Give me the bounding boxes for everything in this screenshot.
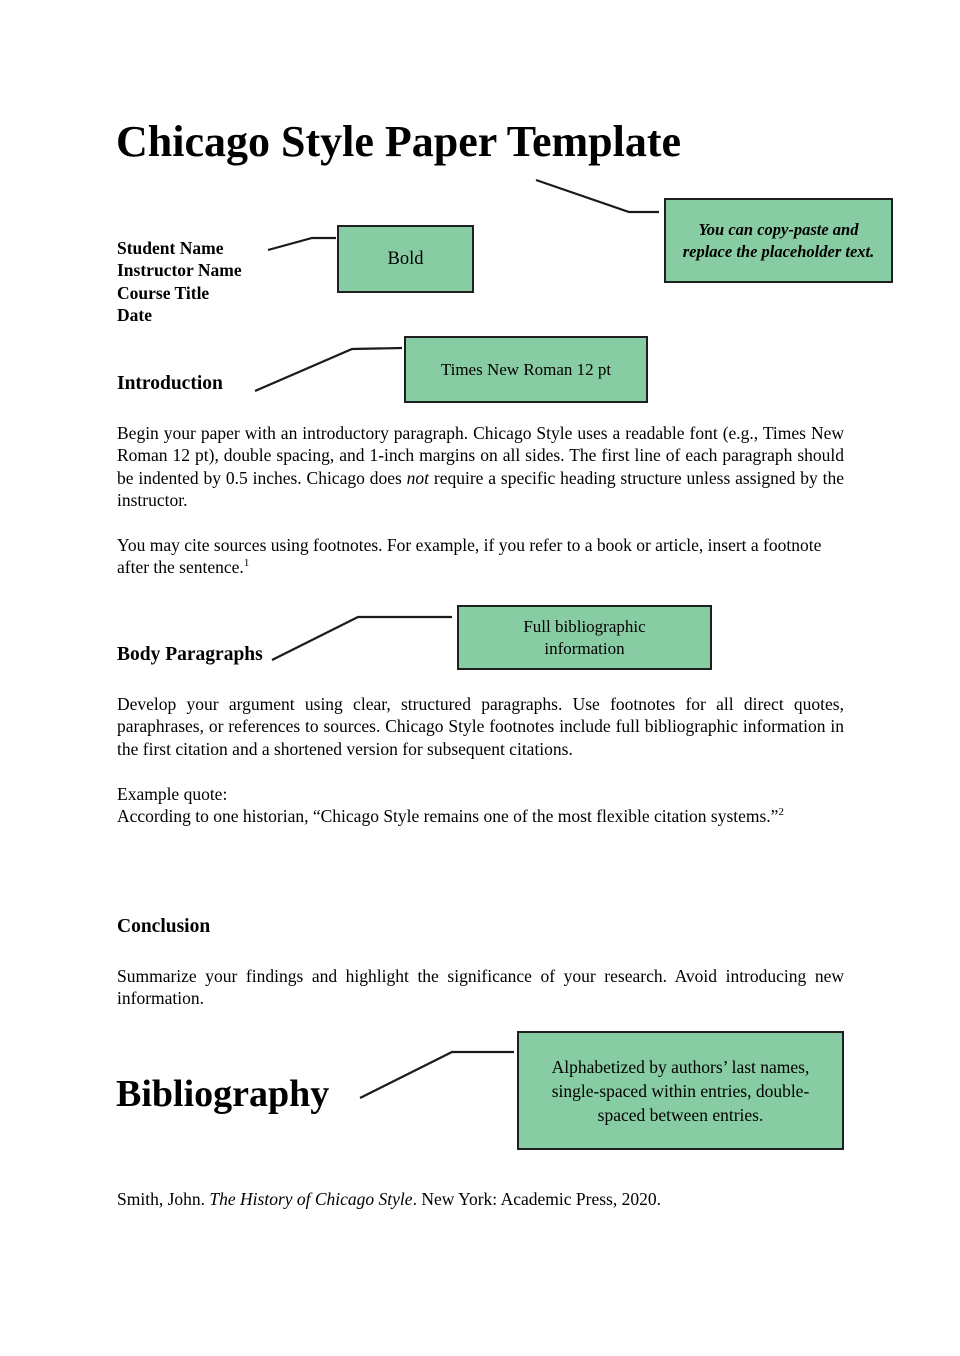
intro-paragraph-2 [117, 534, 844, 579]
example-quote-block [117, 783, 844, 828]
conclusion-paragraph: Summarize your findings and highlight the significance of your research. Avoid introducing new information. [117, 966, 844, 1009]
callout-copy-paste-text: You can copy-paste and replace the placeholder text. [682, 220, 875, 261]
heading-conclusion: Conclusion [117, 916, 211, 937]
body-paragraph-1: Develop your argument using clear, structured paragraphs. Use footnotes for all direct quotes, paraphrases, or references to sources. Chicago Style footnotes include full bibliographic information in the first citation and a shortened version for subsequent citations. [117, 694, 844, 759]
bibliography-entry-publisher: . New York: Academic Press, 2020. [412, 1189, 661, 1209]
callout-bibliographic-text: Full bibliographic information [523, 617, 646, 658]
page-title: Chicago Style Paper Template [116, 117, 682, 166]
example-quote-text-body: According to one historian, “Chicago Style remains one of the most flexible citation systems.” [117, 806, 779, 827]
callout-alphabetized [517, 1031, 844, 1150]
bibliography-entry [117, 1188, 897, 1210]
student-name-line: Student Name [117, 238, 224, 258]
connector-introduction-to-font [255, 348, 402, 391]
callout-bold [337, 225, 474, 293]
instructor-name-line: Instructor Name [117, 260, 242, 281]
heading-body-paragraphs: Body Paragraphs [117, 644, 263, 665]
intro-paragraph-1-italic: not [406, 467, 430, 488]
example-quote-text [117, 805, 802, 827]
callout-alphabetized-text: Alphabetized by authors’ last names, single-spaced within entries, double-spaced between entries. [551, 1056, 810, 1125]
callout-bold-label: Bold [387, 248, 424, 269]
date-line: Date [117, 305, 152, 326]
bibliography-entry-title: The History of Chicago Style [209, 1189, 413, 1209]
heading-bibliography: Bibliography [116, 1073, 330, 1115]
intro-paragraph-1-text-end: require a specific heading structure unless assigned by the instructor. [117, 467, 844, 511]
intro-paragraph-1 [117, 422, 844, 512]
connector-body-to-bibliographic [272, 617, 452, 660]
connector-bibliography-to-alphabetized [360, 1052, 514, 1098]
bibliography-entry-author: Smith, John. [117, 1189, 210, 1209]
callout-copy-paste [664, 198, 893, 283]
footnote-marker-1: 1 [243, 557, 250, 570]
course-title-line: Course Title [117, 282, 210, 303]
callout-font-note-text: Times New Roman 12 pt [440, 359, 612, 379]
callout-bibliographic [457, 605, 712, 670]
intro-paragraph-2-text: You may cite sources using footnotes. For example, if you refer to a book or article, insert a footnote after the sentence. [117, 535, 822, 578]
connector-student-to-bold [268, 238, 336, 250]
heading-introduction: Introduction [117, 373, 223, 394]
callout-font-note [404, 336, 648, 403]
connector-title-to-copy-paste [536, 180, 659, 212]
example-quote-label: Example quote: [117, 784, 228, 804]
footnote-marker-2: 2 [778, 806, 784, 819]
student-info-block [117, 237, 242, 327]
intro-paragraph-1-text: Begin your paper with an introductory paragraph. Chicago Style uses a readable font (e.g., Times New Roman 12 pt), double spacing, and 1-inch margins on all sides. The first line of each paragraph should be indented by 0.5 inches. Chicago does [117, 423, 844, 488]
